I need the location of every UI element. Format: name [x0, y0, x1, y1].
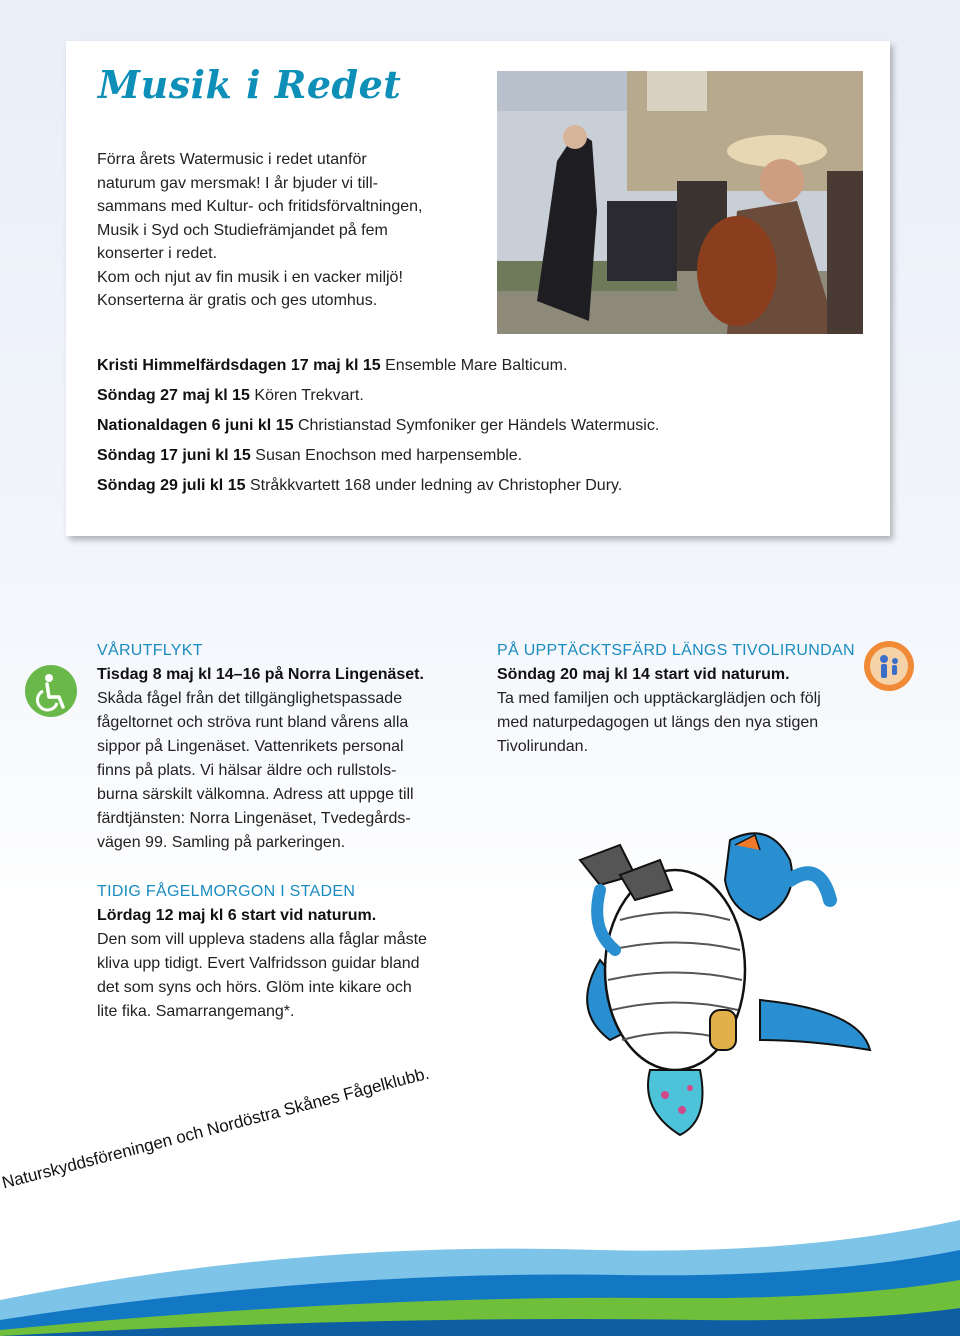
section-text-line: kliva upp tidigt. Evert Valfridsson guidar bland [97, 955, 420, 972]
concert-date: Nationaldagen 6 juni kl 15 [97, 417, 294, 434]
section-text-line: Skåda fågel från det tillgänglighetspassade [97, 690, 403, 707]
intro-line: Konserterna är gratis och ges utomhus. [97, 292, 378, 309]
fagelmorgon-section [97, 880, 477, 1024]
concert-performer: Christianstad Symfoniker ger Händels Watermusic. [293, 417, 660, 434]
section-text-line: Den som vill uppleva stadens alla fåglar måste [97, 931, 427, 948]
section-text-line: med naturpedagogen ut längs den nya stigen [497, 714, 819, 731]
concert-item [97, 411, 857, 441]
intro-line: sammans med Kultur- och fritidsförvaltningen, [97, 198, 423, 215]
wheelchair-icon [25, 665, 77, 717]
section-text-line: vägen 99. Samling på parkeringen. [97, 834, 346, 851]
concert-date: Söndag 27 maj kl 15 [97, 387, 250, 404]
organizer-slogan: Naturskyddsföreningen och Nordöstra Skånes Fågelklubb. [0, 1063, 432, 1193]
section-text-line: Ta med familjen och upptäckarglädjen och följ [497, 690, 821, 707]
section-text-line: finns på plats. Vi hälsar äldre och rullstols- [97, 762, 397, 779]
intro-line: naturum gav mersmak! I år bjuder vi till- [97, 174, 378, 192]
section-text-line: fågeltornet och ströva runt bland vårens alla [97, 714, 409, 731]
family-badge-icon [864, 641, 914, 691]
varutflykt-section [97, 639, 477, 855]
section-text-line: färdtjänsten: Norra Lingenäset, Tvedegårds- [97, 810, 411, 827]
concert-date: Kristi Himmelfärdsdagen 17 maj kl 15 [97, 357, 381, 374]
section-subheading: Tisdag 8 maj kl 14–16 på Norra Lingenäset. [97, 666, 424, 683]
concert-list [97, 351, 857, 501]
concert-performer: Ensemble Mare Balticum. [380, 357, 568, 374]
orchestra-photo [497, 71, 863, 334]
concert-date: Söndag 17 juni kl 15 [97, 447, 251, 464]
concert-performer: Kören Trekvart. [249, 387, 364, 404]
section-text-line: sippor på Lingenäset. Vattenrikets personal [97, 738, 404, 755]
intro-line: Förra årets Watermusic i redet utanför [97, 151, 367, 168]
concert-date: Söndag 29 juli kl 15 [97, 477, 246, 494]
bottom-wave-decoration [0, 1180, 960, 1336]
section-text-line: burna särskilt välkomna. Adress att uppge till [97, 786, 414, 803]
section-text-line: det som syns och hörs. Glöm inte kikare och [97, 979, 412, 996]
intro-line: konserter i redet. [97, 245, 218, 262]
section-heading: PÅ UPPTÄCKTSFÄRD LÄNGS TIVOLIRUNDAN [497, 642, 855, 659]
concert-item [97, 381, 857, 411]
concert-performer: Susan Enochson med harpensemble. [250, 447, 523, 464]
concert-item [97, 441, 857, 471]
upptacktsfard-section [497, 639, 857, 759]
section-text-line: lite fika. Samarrangemang*. [97, 1003, 295, 1020]
mascot-illustration [560, 800, 890, 1145]
concert-item [97, 351, 857, 381]
section-text-line: Tivolirundan. [497, 738, 589, 755]
page-title: Musik i Redet [98, 62, 402, 107]
section-heading: VÅRUTFLYKT [97, 642, 203, 659]
concert-performer: Stråkkvartett 168 under ledning av Christopher Dury. [245, 477, 623, 494]
concert-item [97, 471, 857, 501]
section-subheading: Lördag 12 maj kl 6 start vid naturum. [97, 907, 377, 924]
section-heading: TIDIG FÅGELMORGON I STADEN [97, 883, 356, 900]
intro-line: Musik i Syd och Studiefrämjandet på fem [97, 221, 388, 239]
section-subheading: Söndag 20 maj kl 14 start vid naturum. [497, 666, 790, 683]
intro-text [97, 148, 482, 313]
intro-line: Kom och njut av fin musik i en vacker miljö! [97, 268, 403, 286]
